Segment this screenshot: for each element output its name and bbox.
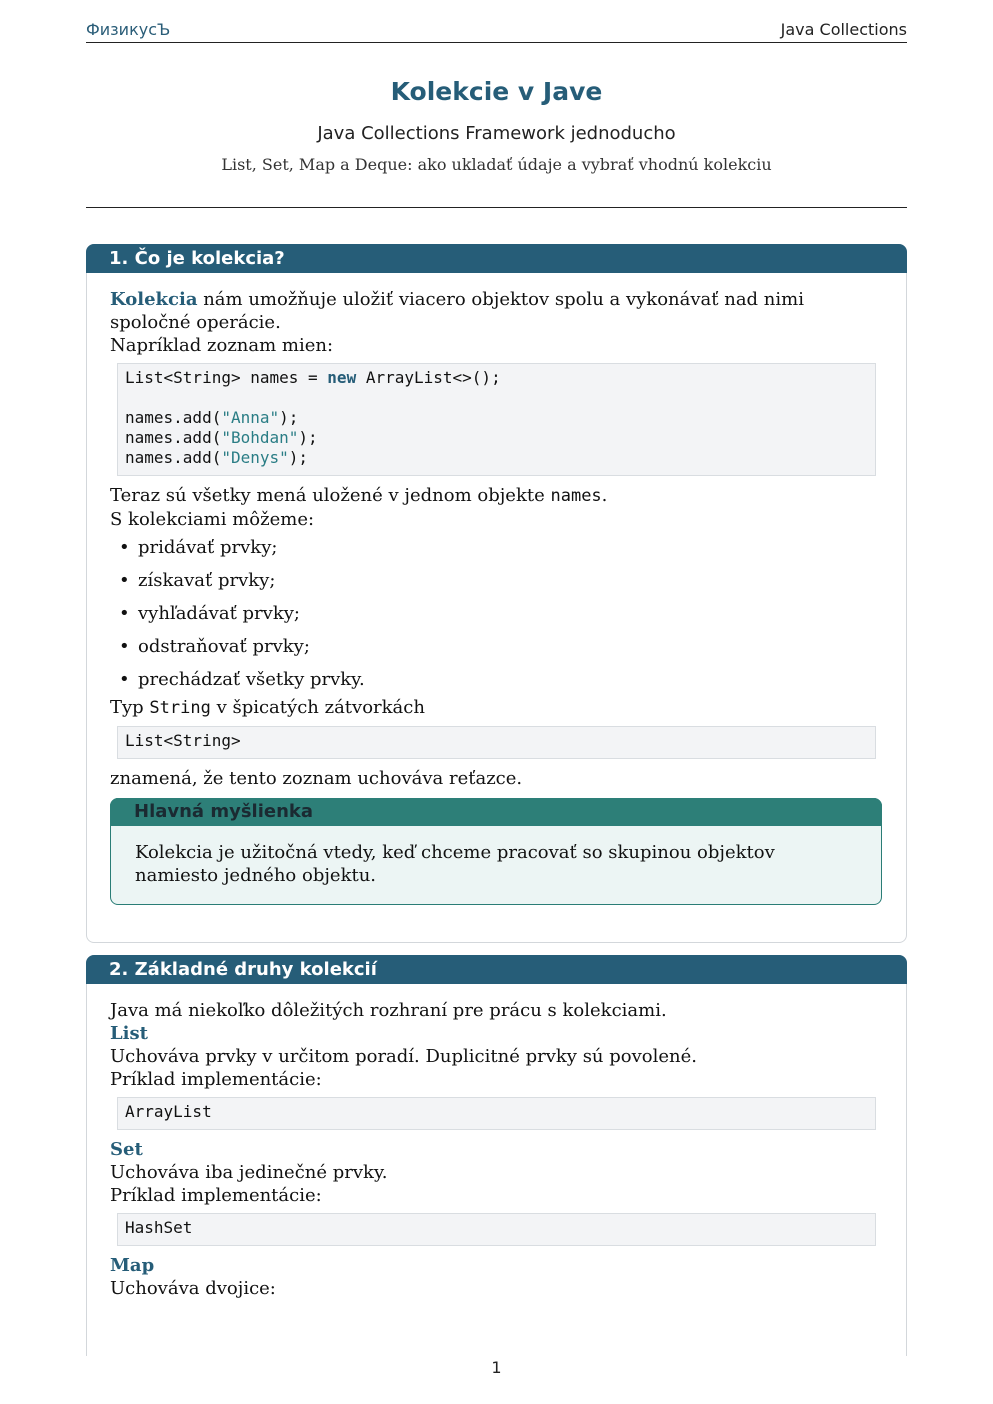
- section-heading: 1. Čo je kolekcia?: [86, 244, 907, 273]
- code-text: names.add(: [125, 408, 222, 427]
- section-body: [87, 273, 906, 905]
- code-string: "Denys": [221, 448, 289, 467]
- term-map: Map: [110, 1255, 155, 1276]
- list-item: • pridávať prvky;: [110, 531, 883, 564]
- code-text: );: [288, 448, 309, 467]
- code-text: ArrayList<>();: [356, 368, 501, 387]
- document-title: Kolekcie v Jave: [390, 77, 603, 106]
- stored-paragraph: [110, 484, 883, 508]
- code-block-names: [117, 363, 876, 476]
- callout-body: Kolekcia je užitočná vtedy, keď chceme pracovať so skupinou objektov namiesto jedného objektu.: [135, 842, 775, 886]
- code-string: "Anna": [221, 408, 280, 427]
- term-list: List: [110, 1023, 148, 1044]
- section-heading: 2. Základné druhy kolekcií: [86, 955, 907, 984]
- types-intro: Java má niekoľko dôležitých rozhraní pre prácu s kolekciami.: [110, 1000, 667, 1021]
- code-block-list-string: List<String>: [117, 726, 876, 759]
- list-item: • vyhľadávať prvky;: [110, 597, 883, 630]
- title-block: [86, 76, 907, 176]
- stored-text: Teraz sú všetky mená uložené v jednom objekte: [110, 485, 551, 506]
- stored-end: .: [601, 485, 608, 506]
- means-paragraph: znamená, že tento zoznam uchováva reťazce.: [110, 768, 523, 789]
- callout-title: Hlavná myšlienka: [110, 798, 882, 826]
- code-text: );: [298, 428, 318, 447]
- document-tagline: List, Set, Map a Deque: ako ukladať údaje a vybrať vhodnú kolekciu: [221, 155, 772, 174]
- intro-text: nám umožňuje uložiť viacero objektov spolu a vykonávať nad nimi spoločné operácie.: [110, 289, 804, 333]
- section-what-is-collection: [86, 244, 907, 943]
- list-item: • prechádzať všetky prvky.: [110, 663, 883, 696]
- inline-code-names: names: [550, 486, 602, 506]
- section-body: [87, 984, 906, 1300]
- list-description: Uchováva prvky v určitom poradí. Duplicitné prvky sú povolené.: [110, 1046, 697, 1067]
- key-idea-callout: [110, 798, 882, 905]
- document-subtitle: Java Collections Framework jednoducho: [317, 123, 676, 144]
- inline-code-string: String: [149, 698, 211, 718]
- code-string: "Bohdan": [221, 428, 299, 447]
- type-paragraph: [110, 696, 883, 720]
- example-intro: Napríklad zoznam mien:: [110, 335, 334, 356]
- code-text: List<String> names =: [125, 368, 328, 387]
- section-collection-types: [86, 955, 907, 1356]
- code-keyword: new: [327, 368, 357, 387]
- term-kolekcia: Kolekcia: [110, 289, 198, 310]
- code-text: );: [279, 408, 299, 427]
- list-item: • získavať prvky;: [110, 564, 883, 597]
- header-brand: ФизикусЪ: [86, 20, 171, 39]
- type-text: v špicatých zátvorkách: [210, 697, 425, 718]
- page-number: 1: [491, 1358, 502, 1377]
- code-block-hashset: HashSet: [117, 1213, 876, 1246]
- title-divider: [86, 207, 907, 208]
- operations-list: [110, 531, 883, 696]
- code-text: names.add(: [125, 448, 222, 467]
- set-example-label: Príklad implementácie:: [110, 1185, 322, 1206]
- header-topic: Java Collections: [780, 20, 907, 39]
- term-set: Set: [110, 1139, 143, 1160]
- type-text: Typ: [110, 697, 150, 718]
- code-text: names.add(: [125, 428, 222, 447]
- running-header: [86, 20, 907, 43]
- code-block-arraylist: ArrayList: [117, 1097, 876, 1130]
- set-description: Uchováva iba jedinečné prvky.: [110, 1162, 388, 1183]
- list-item: • odstraňovať prvky;: [110, 630, 883, 663]
- can-paragraph: S kolekciami môžeme:: [110, 509, 315, 530]
- intro-paragraph: [110, 288, 883, 334]
- map-description: Uchováva dvojice:: [110, 1278, 276, 1299]
- list-example-label: Príklad implementácie:: [110, 1069, 322, 1090]
